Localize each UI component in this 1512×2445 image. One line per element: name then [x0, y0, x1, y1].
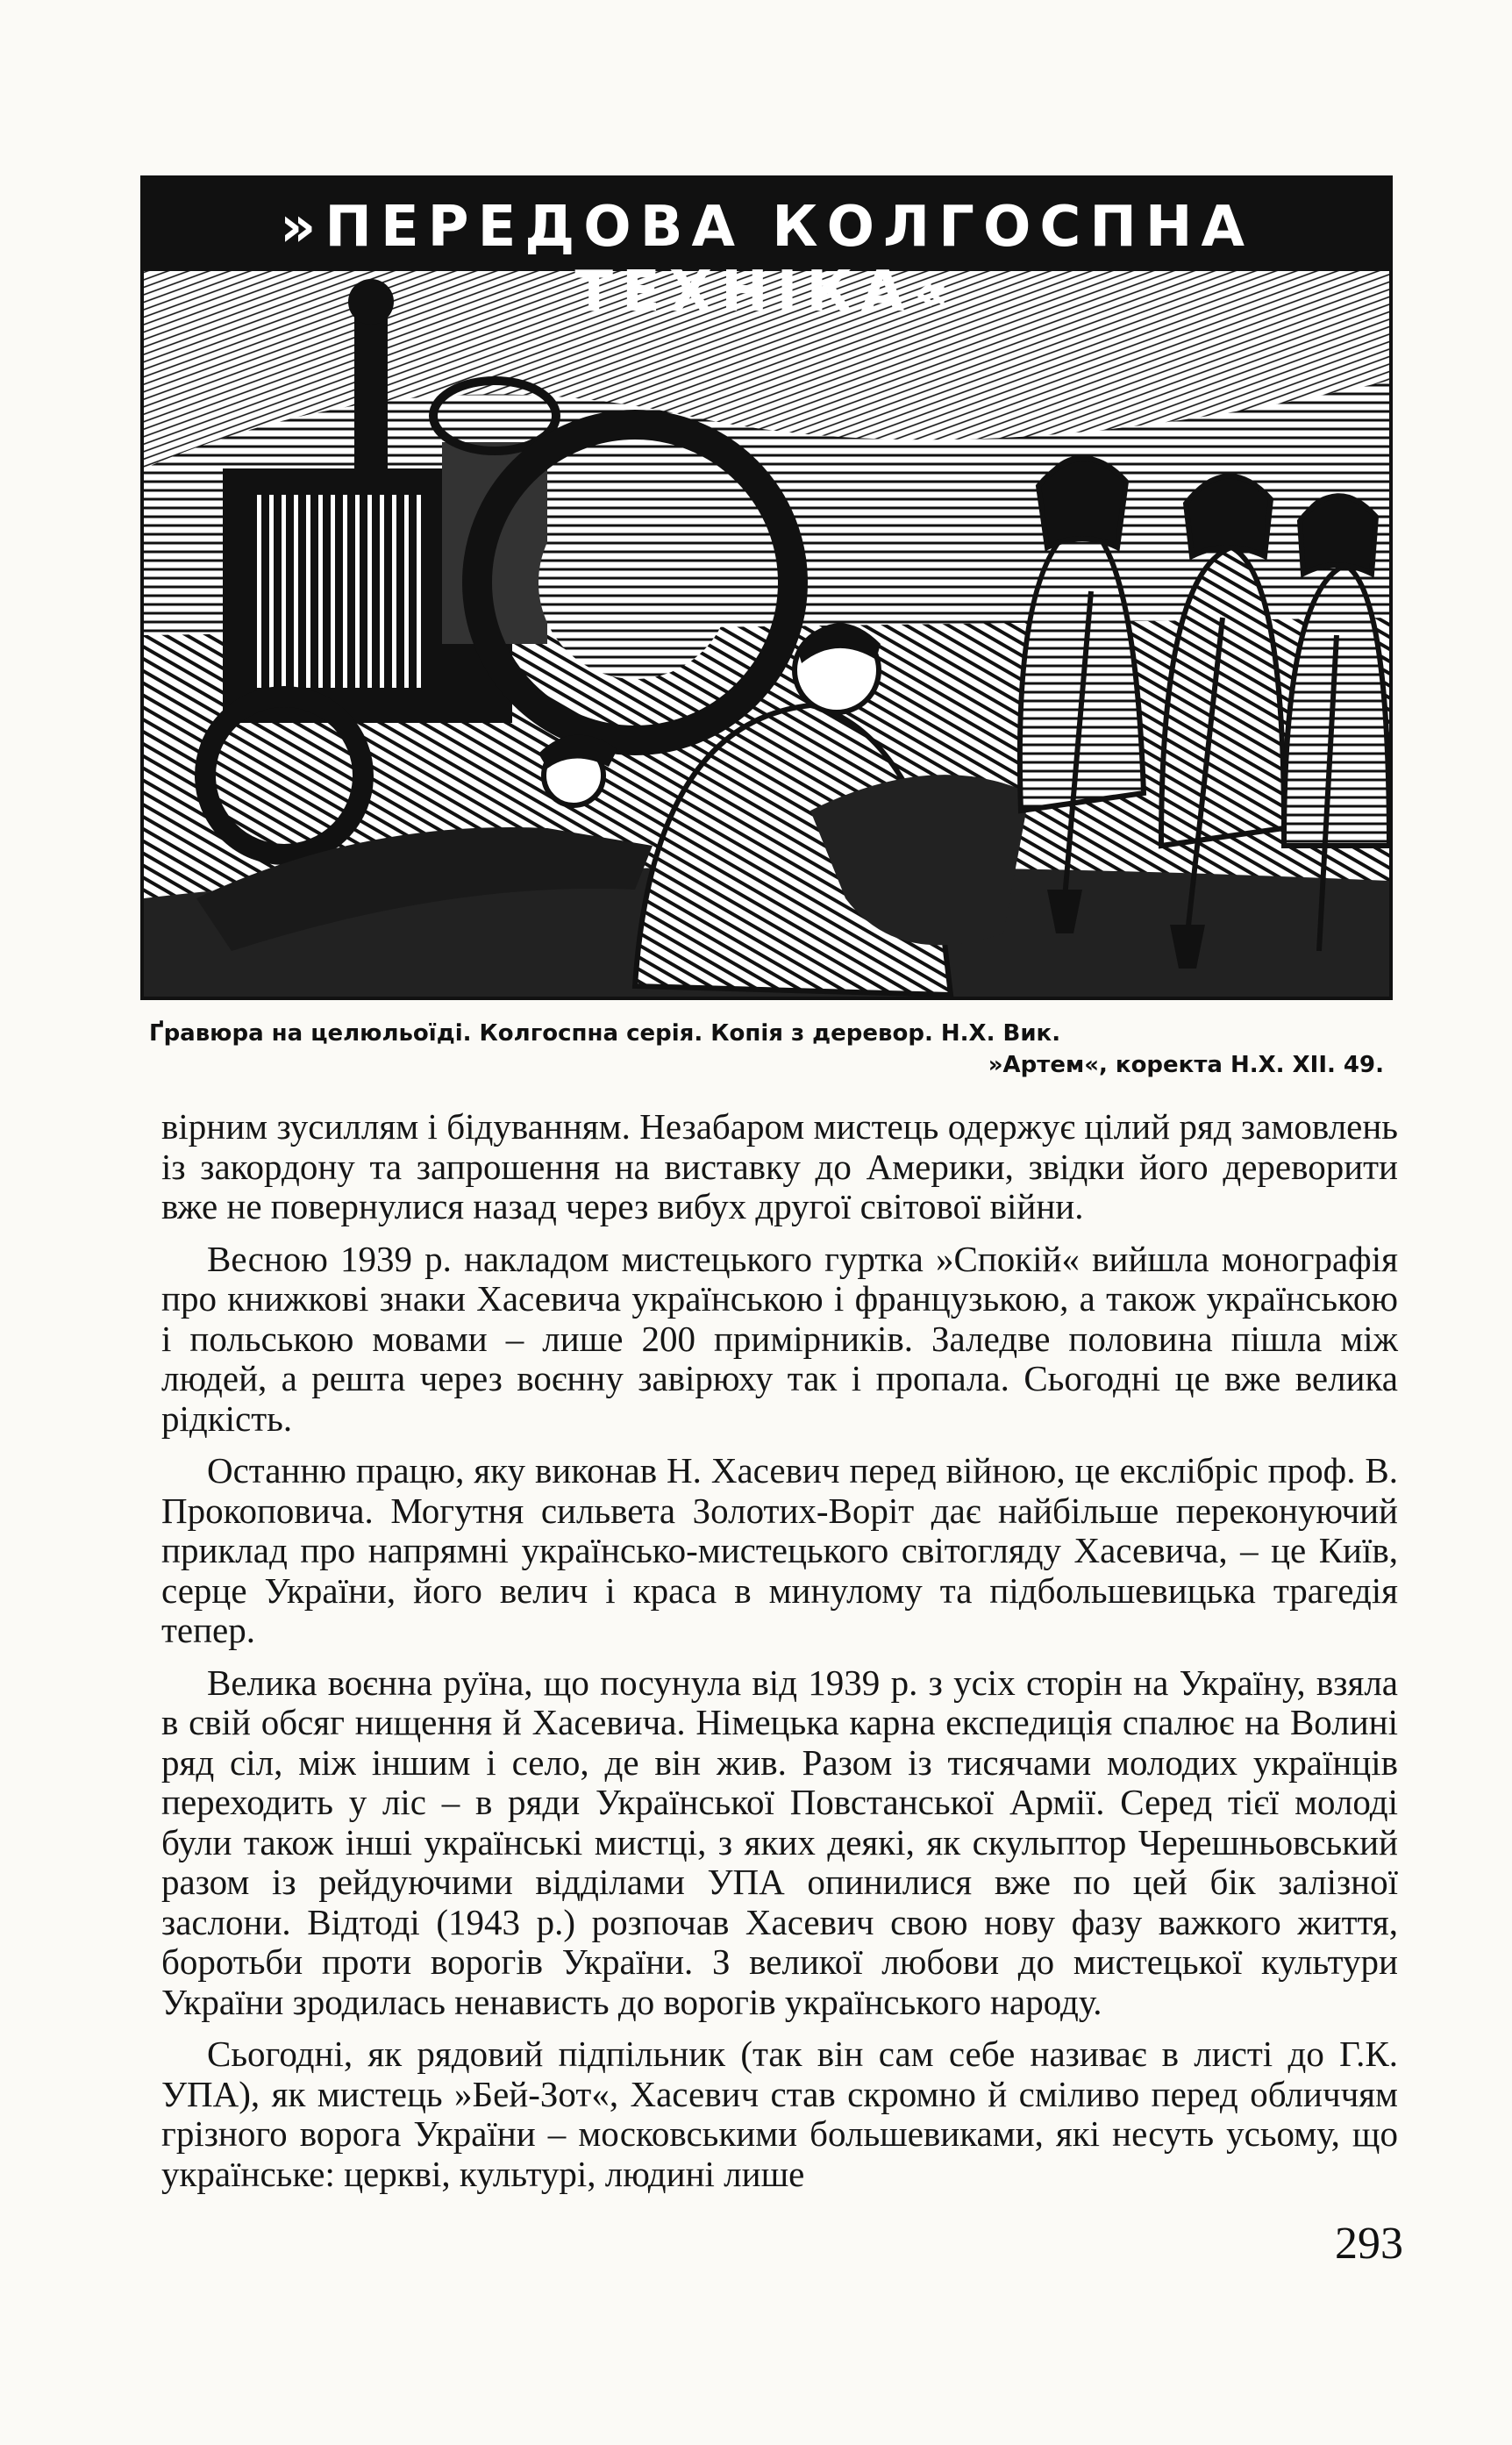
figure-caption: [149, 1018, 1393, 1081]
engraving-banner-title: »ПЕРЕДОВА КОЛГОСПНА ТЕХНІКА«: [280, 195, 1253, 325]
paragraph-2: Весною 1939 р. накладом мистецького гуртка »Спокій« вийшла монографія про книжкові знаки Хасевича українською і французькою, а також українською і польською мовами – лише 200 примірників. Заледве половина пішла між людей, а решта через воєнну завірюху так і пропала. Сьогодні це вже велика рідкість.: [161, 1238, 1398, 1439]
caption-line-1: Ґравюра на целюльоїді. Колгоспна серія. Копія з деревор. Н.Х. Вик.: [149, 1020, 1061, 1047]
body-text: [161, 1107, 1398, 2206]
engraving-illustration: [140, 175, 1393, 1000]
paragraph-5: Сьогодні, як рядовий підпільник (так він сам себе називає в листі до Г.К. УПА), як мистець »Бей-Зот«, Хасевич став скромно й сміливо перед обличчям грізного ворога України – московськими большевиками, які несуть усьому, що українське: церкві, культурі, людині лише: [161, 2034, 1398, 2194]
paragraph-4: Велика воєнна руїна, що посунула від 1939 р. з усіх сторін на Україну, взяла в свій обсяг нищення й Хасевича. Німецька карна експедиція спалює на Волині ряд сіл, між іншим і село, де він жив. Разом із тисячами молодих українців переходить у ліс – в ряди Української Повстанської Армії. Серед тієї молоді були також інші українські мистці, з яких деякі, як скульптор Черешньовський разом із рейдуючими відділами УПА опинилися вже по цей бік залізної заслони. Відтоді (1943 р.) розпочав Хасевич свою нову фазу важкого життя, боротьби проти ворогів України. З великої любови до мистецької культури України зродилась ненависть до ворогів українського народу.: [161, 1662, 1398, 2022]
paragraph-1: вірним зусиллям і бідуванням. Незабаром мистець одержує цілий ряд замовлень із закордону та запрошення на виставку до Америки, звідки його дереворити вже не повернулися назад через вибух другої світової війни.: [161, 1106, 1398, 1226]
engraving-artwork: [144, 179, 1389, 997]
caption-line-2: »Артем«, коректа Н.Х. XII. 49.: [988, 1052, 1384, 1078]
paragraph-3: Останню працю, яку виконав Н. Хасевич перед війною, це екслібріс проф. В. Прокоповича. Могутня сильвета Золотих-Воріт дає найбільше переконуючий приклад про напрямні українсько-мистецького світогляду Хасевича, – це Київ, серце України, його велич і краса в минулому та підбольшевицька трагедія тепер.: [161, 1450, 1398, 1650]
page-number: 293: [1335, 2219, 1403, 2269]
